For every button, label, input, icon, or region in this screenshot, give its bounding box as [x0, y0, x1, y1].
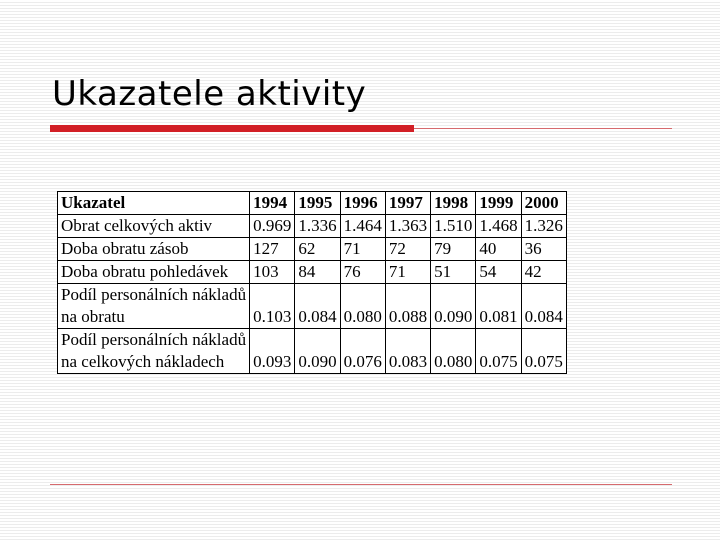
table-cell: 1.326 — [521, 215, 566, 238]
table-row — [58, 329, 567, 374]
header-cell-year: 1998 — [431, 192, 476, 215]
table-cell: 0.093 — [250, 329, 295, 374]
table-cell: 62 — [295, 238, 340, 261]
table-cell: 71 — [385, 261, 430, 284]
table-cell: 0.103 — [250, 284, 295, 329]
row-label-line: Doba obratu zásob — [61, 239, 189, 258]
row-label — [58, 284, 250, 329]
table-cell: 1.363 — [385, 215, 430, 238]
table-row — [58, 238, 567, 261]
table-cell: 1.510 — [431, 215, 476, 238]
header-cell-year: 1994 — [250, 192, 295, 215]
table-cell: 103 — [250, 261, 295, 284]
table-cell: 72 — [385, 238, 430, 261]
row-label-line: Obrat celkových aktiv — [61, 216, 213, 235]
table-cell: 0.084 — [521, 284, 566, 329]
row-label-line: na obratu — [61, 307, 125, 326]
table-cell: 42 — [521, 261, 566, 284]
table-cell: 1.336 — [295, 215, 340, 238]
table-cell: 40 — [476, 238, 521, 261]
table-cell: 0.080 — [431, 329, 476, 374]
row-label — [58, 238, 250, 261]
table-cell: 54 — [476, 261, 521, 284]
table-cell: 1.464 — [340, 215, 385, 238]
activity-indicators-table — [57, 191, 567, 374]
header-cell-indicator: Ukazatel — [58, 192, 250, 215]
header-cell-year: 1996 — [340, 192, 385, 215]
footer-rule — [50, 484, 672, 485]
table-row — [58, 215, 567, 238]
table-cell: 0.084 — [295, 284, 340, 329]
table-cell: 0.081 — [476, 284, 521, 329]
table-cell: 127 — [250, 238, 295, 261]
table-cell: 0.090 — [431, 284, 476, 329]
slide-title: Ukazatele aktivity — [52, 74, 367, 114]
row-label — [58, 215, 250, 238]
row-label-line: Podíl personálních nákladů — [61, 285, 247, 304]
row-label-line: Doba obratu pohledávek — [61, 262, 229, 281]
header-cell-year: 1995 — [295, 192, 340, 215]
header-cell-year: 1999 — [476, 192, 521, 215]
table-cell: 0.090 — [295, 329, 340, 374]
table-row — [58, 261, 567, 284]
table-cell: 51 — [431, 261, 476, 284]
row-label-line: Podíl personálních nákladů — [61, 330, 247, 349]
table-cell: 0.969 — [250, 215, 295, 238]
table-cell: 0.083 — [385, 329, 430, 374]
header-cell-year: 2000 — [521, 192, 566, 215]
table-cell: 0.088 — [385, 284, 430, 329]
table-cell: 0.076 — [340, 329, 385, 374]
row-label — [58, 329, 250, 374]
title-underline-rule — [414, 128, 672, 129]
table-cell: 0.075 — [476, 329, 521, 374]
table-header-row — [58, 192, 567, 215]
table-cell: 84 — [295, 261, 340, 284]
title-underline-accent — [50, 125, 414, 132]
table-row — [58, 284, 567, 329]
table-cell: 76 — [340, 261, 385, 284]
row-label — [58, 261, 250, 284]
table-cell: 1.468 — [476, 215, 521, 238]
table-cell: 79 — [431, 238, 476, 261]
table-cell: 0.080 — [340, 284, 385, 329]
table-cell: 36 — [521, 238, 566, 261]
row-label-line: na celkových nákladech — [61, 352, 225, 371]
header-cell-year: 1997 — [385, 192, 430, 215]
table-cell: 0.075 — [521, 329, 566, 374]
table-cell: 71 — [340, 238, 385, 261]
